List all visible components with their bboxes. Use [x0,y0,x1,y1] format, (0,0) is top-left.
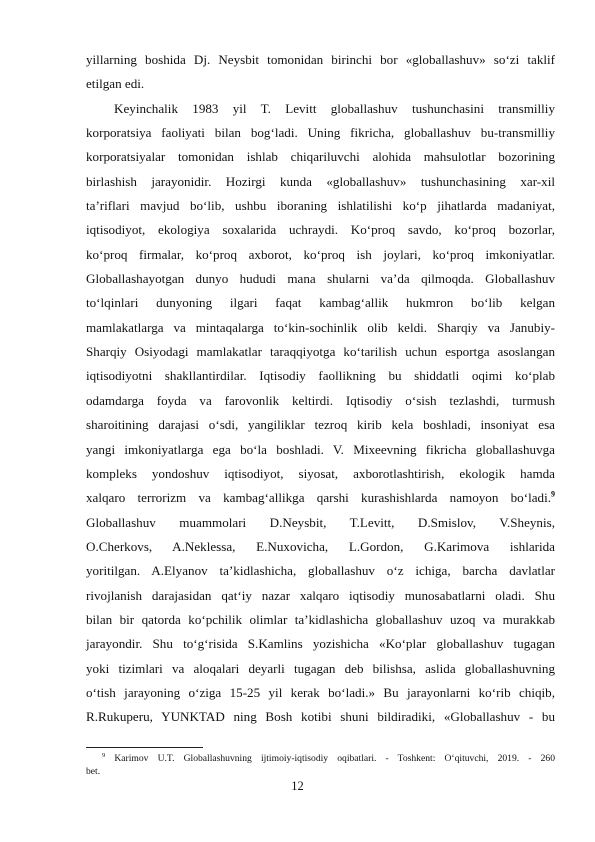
text-line: iqtisodiyotni shakllantirdilar. Iqtisodiy faollikning bu shiddatli oqimi ko‘plab [86,368,555,384]
text-line: korporatsiya faoliyati bilan bog‘ladi. Uning fikricha, globallashuv bu-transmilliy [86,125,555,141]
text-line: iqtisodiyot, ekologiya soxalarida uchraydi. Ko‘proq savdo, ko‘proq bozorlar, [86,222,555,238]
text-line: etilgan edi. [86,76,145,92]
text-line: rivojlanish darajasidan qat‘iy nazar xalqaro iqtisodiy munosabatlarni oladi. Shu [86,587,555,603]
text-line: birlashish jarayonidir. Hozirgi kunda «globallashuv» tushunchasining xar-xil [86,173,555,189]
text-line-content: xalqaro terrorizm va kambag‘allikga qarshi kurashishlarda namoyon bo‘ladi. [86,490,551,506]
text-line: yangi imkoniyatlarga ega bo‘la boshladi. V. Mixeevning fikricha globallashuvga [86,441,555,457]
footnote-separator [86,747,203,748]
body-text [86,48,555,730]
text-line: to‘lqinlari dunyoning ilgari faqat kambag‘allik hukmron bo‘lib kelgan [86,295,555,311]
text-line: mamlakatlarga va mintaqalarga to‘kin-sochinlik olib keldi. Sharqiy va Janubiy- [86,319,555,335]
page-number: 12 [291,779,304,793]
text-line: R.Rukuperu, YUNKTAD ning Bosh kotibi shuni bildiradiki, «Globallashuv - bu [86,709,555,725]
text-line: yoki tizimlari va aloqalari deyarli tugagan deb bilishsa, aslida globallashuvning [86,660,555,676]
text-line-with-footnote [86,486,555,510]
text-line: bilan bir qatorda ko‘pchilik olimlar ta’kidlashicha globallashuv uzoq va murakkab [86,611,555,627]
footnote-number: 9 [102,751,106,759]
text-line: O.Cherkovs, A.Neklessa, E.Nuxovicha, L.Gordon, G.Karimova ishlarida [86,538,555,554]
footnote-line-continued: bet. [86,766,101,777]
footnote-line [86,752,555,765]
text-line: korporatsiyalar tomonidan ishlab chiqariluvchi alohida mahsulotlar bozorining [86,149,555,165]
text-line: odamdarga foyda va farovonlik keltirdi. Iqtisodiy o‘sish tezlashdi, turmush [86,392,555,408]
text-line: Globallashayotgan dunyo hududi mana shularni va’da qilmoqda. Globallashuv [86,271,555,287]
footnote-text: Karimov U.T. Globallashuvning ijtimoiy-iqtisodiy oqibatlari. - Toshkent: O‘qituvchi, 2019. - 260 [114,753,555,764]
text-line: yoritilgan. A.Elyanov ta’kidlashicha, globallashuv o‘z ichiga, barcha davlatlar [86,563,555,579]
text-line: jarayondir. Shu to‘g‘risida S.Kamlins yozishicha «Ko‘plar globallashuv tugagan [86,636,555,652]
text-line: ta’riflari mavjud bo‘lib, ushbu iboraning ishlatilishi ko‘p jihatlarda madaniyat, [86,198,555,214]
footnote-reference[interactable]: 9 [551,489,555,499]
text-line: Globallashuv muammolari D.Neysbit, T.Levitt, D.Smislov, V.Sheynis, [86,514,555,530]
text-line: yillarning boshida Dj. Neysbit tomonidan birinchi bor «globallashuv» so‘zi taklif [86,52,555,67]
footnote [86,752,555,778]
text-line: ko‘proq firmalar, ko‘proq axborot, ko‘proq ish joylari, ko‘proq imkoniyatlar. [86,246,555,262]
text-line: kompleks yondoshuv iqtisodiyot, siyosat, axborotlashtirish, ekologik hamda [86,465,555,481]
text-line: sharoitining darajasi o‘sdi, yangiliklar tezroq kirib kela boshladi, insoniyat esa [86,417,555,433]
paragraph-start-line: Keyinchalik 1983 yil T. Levitt globallashuv tushunchasini transmilliy [114,100,555,116]
text-line: Sharqiy Osiyodagi mamlakatlar taraqqiyotga ko‘tarilish uchun esportga asoslangan [86,344,555,360]
text-line: o‘tish jarayoning o‘ziga 15-25 yil kerak bo‘ladi.» Bu jarayonlarni ko‘rib chiqib, [86,684,555,700]
